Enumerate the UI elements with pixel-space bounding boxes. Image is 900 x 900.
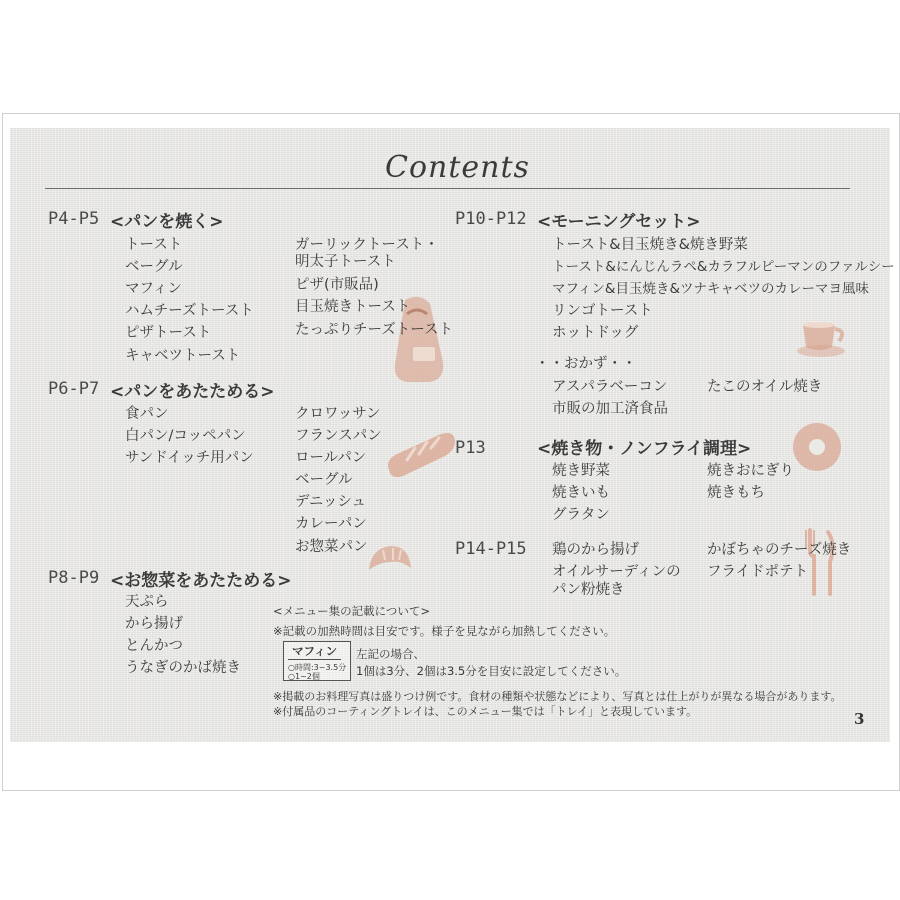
donut-icon (790, 420, 845, 475)
note-line: ※記載の加熱時間は目安です。様子を見ながら加熱してください。 (273, 624, 616, 638)
note-line: ※掲載のお料理写真は盛りつけ例です。食材の種類や状態などにより、写真とは仕上がりが異なる場合があります。 (273, 690, 842, 703)
page-number: 3 (854, 710, 865, 728)
section-pages-p6-p7: P6-P7 (48, 379, 100, 399)
list-item: デニッシュ (295, 494, 367, 510)
list-item: トースト&にんじんラペ&カラフルピーマンのファルシー (552, 259, 895, 275)
list-item: 市販の加工済食品 (552, 401, 668, 417)
list-item: サンドイッチ用パン (125, 450, 254, 466)
croissant-icon (365, 540, 415, 580)
notes-heading: <メニュー集の記載について> (273, 604, 431, 618)
list-item: ホットドッグ (552, 325, 639, 341)
list-item: マフィン&目玉焼き&ツナキャベツのカレーマヨ風味 (552, 281, 869, 297)
example-card-count: ○1~2個 (288, 672, 320, 681)
list-item: ピザ(市販品) (295, 277, 379, 293)
section-title-morning-set: <モーニングセット> (537, 212, 701, 232)
list-item: ベーグル (125, 259, 183, 275)
example-text: 1個は3分、2個は3.5分を目安に設定してください。 (356, 664, 627, 678)
list-item: フランスパン (295, 428, 382, 444)
list-item: うなぎのかば焼き (125, 660, 241, 676)
list-item: 焼き野菜 (552, 463, 610, 479)
list-item: ロールパン (295, 450, 367, 466)
example-card-title: マフィン (288, 643, 341, 660)
list-item: ハムチーズトースト (125, 303, 254, 319)
list-item: ベーグル (295, 472, 353, 488)
section-title-bake-bread: <パンを焼く> (110, 212, 224, 232)
section-pages-p8-p9: P8-P9 (48, 568, 100, 588)
list-item: パン粉焼き (552, 582, 625, 598)
list-item: 天ぷら (125, 594, 169, 610)
title-divider (45, 188, 850, 189)
example-card (283, 641, 351, 681)
list-item: リンゴトースト (552, 303, 653, 319)
list-item: かぼちゃのチーズ焼き (707, 542, 852, 558)
section-pages-p10-p12: P10-P12 (455, 209, 527, 229)
section-pages-p14-p15: P14-P15 (455, 539, 527, 559)
list-item: お惣菜パン (295, 539, 368, 555)
list-item: フライドポテト (707, 564, 809, 580)
example-text: 左記の場合、 (356, 647, 425, 661)
list-item: ピザトースト (125, 325, 212, 341)
list-item: 明太子トースト (295, 254, 396, 270)
note-line: ※付属品のコーティングトレイは、このメニュー集では「トレイ」と表現しています。 (273, 705, 698, 718)
list-item: オイルサーディンの (552, 564, 681, 580)
list-item: キャベツトースト (125, 348, 241, 364)
section-title-warm-bread: <パンをあたためる> (110, 382, 275, 402)
list-item: トースト (125, 237, 183, 253)
list-item: 目玉焼きトースト (295, 299, 411, 315)
list-item: 焼きもち (707, 485, 765, 501)
list-item: トースト&目玉焼き&焼き野菜 (552, 237, 748, 253)
list-item: 焼きおにぎり (707, 463, 794, 479)
list-item: 食パン (125, 406, 169, 422)
list-item: マフィン (125, 281, 182, 297)
list-item: アスパラベーコン (552, 379, 668, 395)
side-dish-label: ・・おかず・・ (535, 356, 637, 372)
list-item: ガーリックトースト・ (295, 237, 439, 253)
section-title-warm-side-dishes: <お惣菜をあたためる> (110, 571, 292, 591)
list-item: たこのオイル焼き (707, 379, 823, 395)
list-item: 白パン/コッペパン (125, 428, 246, 444)
list-item: たっぷりチーズトースト (295, 322, 454, 338)
list-item: とんかつ (125, 638, 183, 654)
list-item: カレーパン (295, 516, 367, 532)
example-card-time: ○時間:3~3.5分 (288, 663, 347, 672)
list-item: クロワッサン (295, 406, 381, 422)
baguette-icon (383, 430, 458, 480)
list-item: 焼きいも (552, 485, 610, 501)
list-item: 鶏のから揚げ (552, 542, 639, 558)
section-pages-p4-p5: P4-P5 (48, 209, 100, 229)
section-title-grill-nonfry: <焼き物・ノンフライ調理> (537, 439, 752, 459)
list-item: グラタン (552, 507, 610, 523)
list-item: から揚げ (125, 616, 183, 632)
coffee-cup-icon (795, 315, 850, 360)
page-title: Contents (385, 150, 530, 185)
section-pages-p13: P13 (455, 438, 486, 458)
